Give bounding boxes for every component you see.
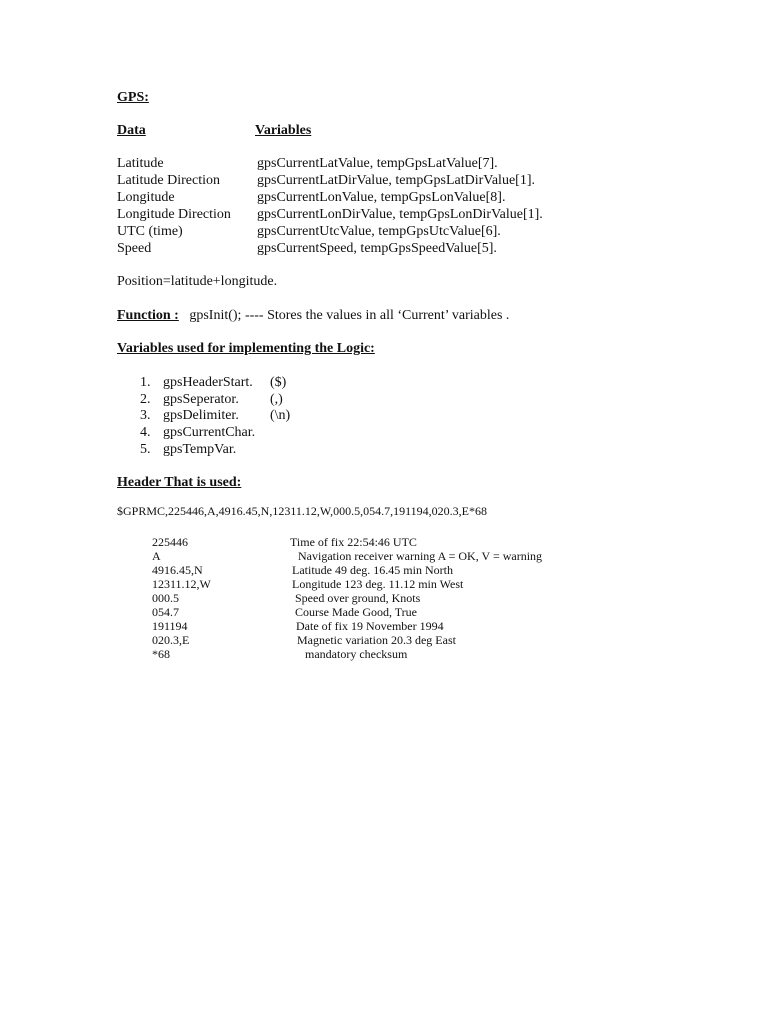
field-description: Magnetic variation 20.3 deg East: [297, 633, 456, 647]
field-value: 4916.45,N: [152, 563, 203, 577]
data-row: [117, 206, 231, 223]
gps-heading-text: GPS:: [117, 90, 149, 105]
column-header-data: Data: [117, 123, 146, 138]
header-string: $GPRMC,225446,A,4916.45,N,12311.12,W,000.5,054.7,191194,020.3,E*68: [117, 504, 488, 518]
variables-cell: gpsCurrentSpeed, tempGpsSpeedValue[5].: [257, 241, 497, 256]
header-heading: Header That is used:: [117, 475, 242, 490]
field-description: Time of fix 22:54:46 UTC: [290, 535, 417, 549]
list-item-symbol: (,): [270, 392, 283, 407]
field-description: Date of fix 19 November 1994: [296, 619, 444, 633]
data-name-cell: Longitude Direction: [117, 207, 231, 222]
field-value: *68: [152, 647, 170, 661]
variables-cell: gpsCurrentLatValue, tempGpsLatValue[7].: [257, 156, 498, 171]
field-description: Longitude 123 deg. 11.12 min West: [292, 577, 464, 591]
list-number: 1.: [140, 375, 151, 390]
function-text: gpsInit(); ---- Stores the values in all ‘Current’ variables .: [189, 308, 510, 323]
data-row: [117, 155, 164, 172]
list-number: 5.: [140, 442, 151, 457]
field-value: 000.5: [152, 591, 179, 605]
list-item-symbol: (\n): [270, 408, 291, 423]
field-description: Course Made Good, True: [295, 605, 417, 619]
field-value: A: [152, 549, 161, 563]
variables-cell: gpsCurrentLonDirValue, tempGpsLonDirValue[1].: [257, 207, 543, 222]
data-row: [117, 189, 175, 206]
position-line: Position=latitude+longitude.: [117, 274, 278, 289]
column-header-variables: Variables: [255, 123, 312, 138]
gps-heading: [117, 89, 149, 106]
variables-cell: gpsCurrentLatDirValue, tempGpsLatDirValue[1].: [257, 173, 535, 188]
list-item: gpsSeperator.: [163, 392, 239, 407]
field-value: 225446: [152, 535, 188, 549]
field-description: Latitude 49 deg. 16.45 min North: [292, 563, 453, 577]
function-line: [117, 307, 509, 324]
field-description: Navigation receiver warning A = OK, V = warning: [298, 549, 543, 563]
function-label: Function :: [117, 308, 179, 323]
list-item: gpsDelimiter.: [163, 408, 239, 423]
data-name-cell: UTC (time): [117, 224, 183, 239]
list-number: 2.: [140, 392, 151, 407]
list-item-symbol: ($): [270, 375, 287, 390]
list-item: gpsCurrentChar.: [163, 425, 256, 440]
data-name-cell: Latitude: [117, 156, 164, 171]
data-name-cell: Longitude: [117, 190, 175, 205]
data-row: [117, 172, 220, 189]
data-row: [117, 240, 151, 257]
data-row: [117, 223, 183, 240]
field-value: 191194: [152, 619, 188, 633]
list-item: gpsTempVar.: [163, 442, 237, 457]
field-value: 020.3,E: [152, 633, 190, 647]
field-description: Speed over ground, Knots: [295, 591, 421, 605]
data-name-cell: Latitude Direction: [117, 173, 221, 188]
field-value: 054.7: [152, 605, 179, 619]
field-description: mandatory checksum: [305, 647, 408, 661]
field-value: 12311.12,W: [152, 577, 211, 591]
list-number: 4.: [140, 425, 151, 440]
variables-cell: gpsCurrentUtcValue, tempGpsUtcValue[6].: [257, 224, 501, 239]
list-item: gpsHeaderStart.: [163, 375, 253, 390]
logic-heading: Variables used for implementing the Logic:: [117, 341, 375, 356]
data-name-cell: Speed: [117, 241, 152, 256]
variables-cell: gpsCurrentLonValue, tempGpsLonValue[8].: [257, 190, 506, 205]
list-number: 3.: [140, 408, 151, 423]
